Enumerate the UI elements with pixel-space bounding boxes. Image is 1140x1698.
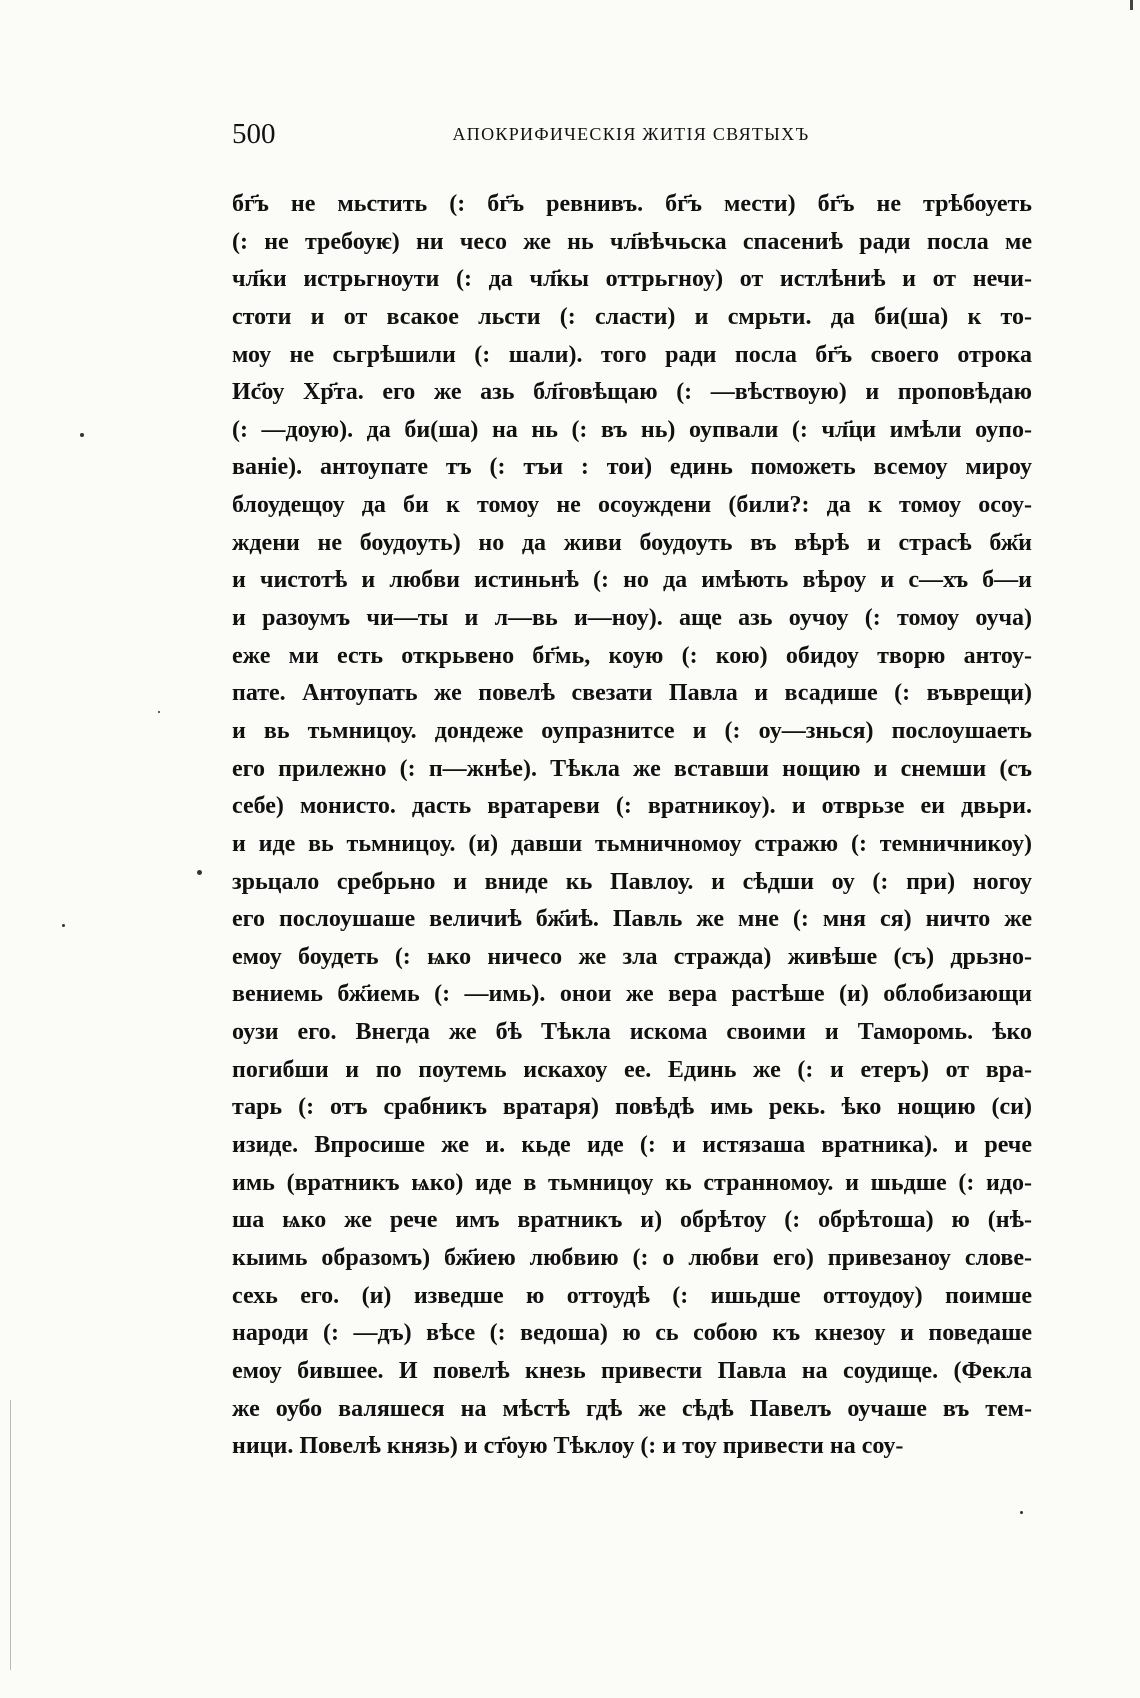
body-text [232, 186, 1032, 1466]
text-line: еже ми есть открьвено бг҃мь, коую (: кою) обидоу творю антоу- [232, 642, 1032, 669]
text-line: блоудещоу да би к томоу не осоуждени (били?: да к томоу осоу- [232, 492, 1032, 519]
text-line: пате. Антоупать же повелѣ свезати Павла и всадише (: въврещи) [232, 680, 1032, 707]
page-header [232, 118, 1030, 158]
left-margin-line [10, 1400, 11, 1670]
text-line: и разоумъ чи—ты и л—вь и—ноу). аще азь оучоу (: томоу оуча) [232, 605, 1032, 632]
text-line: народи (: —дъ) вѣсе (: ведоша) ю сь собою къ кнезоу и поведаше [232, 1320, 1032, 1347]
text-line: емоу бившее. И повелѣ кнезь привести Павла на соудище. (Фекла [232, 1357, 1032, 1384]
text-line: изиде. Впросише же и. кьде иде (: и истязаша вратника). и рече [232, 1132, 1032, 1159]
text-line: себе) монисто. дасть вратареви (: вратникоу). и отврьзе еи двьри. [232, 793, 1032, 820]
text-line: сехь его. (и) изведше ю оттоудѣ (: ишьдше оттоудоу) поимше [232, 1282, 1032, 1309]
text-line: вениемь бж҃иемь (: —имь). онои же вера растѣше (и) облобизающи [232, 981, 1032, 1008]
text-line: бг҃ъ не мьстить (: бг҃ъ ревнивъ. бг҃ъ мести) бг҃ъ не трѣбоуеть [232, 191, 1032, 217]
page-number: 500 [232, 118, 276, 150]
text-line: имь (вратникъ ѩко) иде в тьмницоу кь странномоу. и шьдше (: идо- [232, 1169, 1032, 1196]
text-line: зрьцало сребрьно и вниде кь Павлоу. и сѣдши оу (: при) ногоу [232, 868, 1032, 895]
text-line: погибши и по поутемь искахоу ее. Единь же (: и етеръ) от вра- [232, 1056, 1032, 1083]
text-line: кыимь образомъ) бж҃иею любвию (: о любви его) привезаноу слове- [232, 1244, 1032, 1271]
text-line: и иде вь тьмницоу. (и) давши тьмничномоу стражю (: темничникоу) [232, 830, 1032, 857]
text-line: тарь (: отъ срабникъ вратаря) повѣдѣ имь рекь. ѣко нощию (си) [232, 1094, 1032, 1121]
text-line: (: —доую). да би(ша) на нь (: въ нь) оупвали (: чл҃ци имѣли оупо- [232, 416, 1032, 443]
text-line: емоу боудеть (: ѩко ничесо же зла стражда) живѣше (съ) дрьзно- [232, 943, 1032, 970]
text-line: Ис҃оу Хр҃та. его же азь бл҃говѣщаю (: —вѣствоую) и проповѣдаю [232, 379, 1032, 406]
margin-dot [1020, 1511, 1023, 1514]
text-line: моу не сьгрѣшили (: шали). того ради посла бг҃ъ своего отрока [232, 341, 1032, 368]
text-line: и чистотѣ и любви истиньнѣ (: но да имѣють вѣроу и с—хъ б—и [232, 567, 1032, 594]
margin-dot [158, 711, 160, 713]
right-edge-mark [1130, 0, 1133, 10]
margin-dot [197, 870, 202, 875]
text-line: оузи его. Внегда же бѣ Тѣкла искома своими и Таморомь. ѣко [232, 1019, 1032, 1046]
text-line: же оубо валяшеся на мѣстѣ гдѣ же сѣдѣ Павелъ оучаше въ тем- [232, 1395, 1032, 1422]
text-line: ванiе). антоупате тъ (: тъи : тои) единь поможеть всемоу мироу [232, 454, 1032, 481]
text-line: и вь тьмницоу. дондеже оупразнитсе и (: оу—зньcя) послоушаеть [232, 717, 1032, 744]
text-line: ждени не боудоуть) но да живи боудоуть въ вѣрѣ и страсѣ бж҃и [232, 529, 1032, 556]
margin-dot [62, 924, 65, 927]
text-line: его послоушаше величиѣ бж҃иѣ. Павль же мне (: мня ся) ничто же [232, 906, 1032, 933]
running-head: АПОКРИФИЧЕСКІЯ ЖИТІЯ СВЯТЫХЪ [452, 124, 810, 144]
text-line: чл҃ки истрьгноути (: да чл҃кы оттрьгноу) от истлѣниѣ и от нечи- [232, 266, 1032, 293]
margin-dot [80, 433, 84, 437]
text-line: стоти и от всакое льсти (: сласти) и смрьти. да би(ша) к то- [232, 303, 1032, 330]
text-line: ша ѩко же рече имъ вратникъ и) обрѣтоу (: обрѣтоша) ю (нѣ- [232, 1207, 1032, 1234]
text-line: (: не требоуѥ) ни чесо же нь чл҃вѣчьска спасениѣ ради посла ме [232, 228, 1032, 255]
text-line: его прилежно (: п—жнѣе). Тѣкла же вставши нощию и снемши (съ [232, 755, 1032, 782]
text-line: ници. Повелѣ князь) и ст҃оую Тѣклоу (: и тоу привести на соу- [232, 1433, 904, 1460]
